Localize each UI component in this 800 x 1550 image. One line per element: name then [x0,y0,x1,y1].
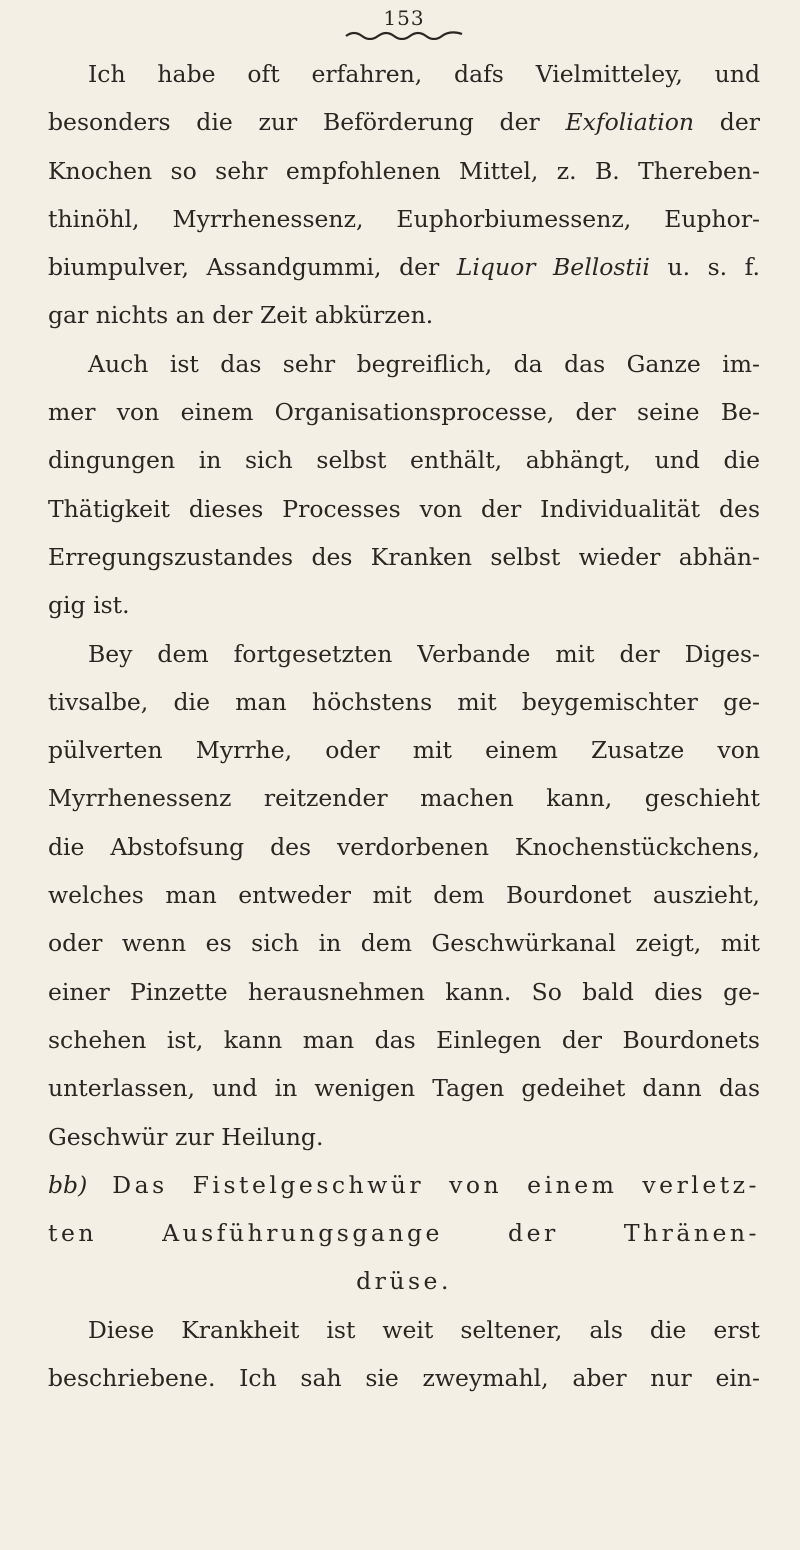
text-line: welches man entweder mit dem Bourdonet auszieht, [48,881,760,910]
text-line: beschriebene. Ich sah sie zweymahl, aber nur ein- [48,1364,760,1393]
text-line: unterlassen, und in wenigen Tagen gedeihet dann das [48,1074,760,1103]
page-header [48,0,760,40]
text-line: Auch ist das sehr begreiflich, da das Ganze im- [88,349,760,378]
italic-term-exfoliation: Exfoliation [565,108,695,137]
text-line: die Abstofsung des verdorbenen Knochenstückchens, [48,832,760,861]
heading-line: drüse. [356,1267,452,1296]
text-line: pülverten Myrrhe, oder mit einem Zusatze von [48,736,760,765]
text-line: schehen ist, kann man das Einlegen der Bourdonets [48,1025,760,1054]
text-line: Knochen so sehr empfohlenen Mittel, z. B. Thereben- [48,156,760,185]
text-line: Bey dem fortgesetzten Verbande mit der Diges- [88,639,760,668]
text-line [48,98,760,146]
heading-line [48,1161,760,1209]
text-line: einer Pinzette herausnehmen kann. So bald dies ge- [48,977,760,1006]
text-line: gig ist. [48,591,130,620]
text-line: Geschwür zur Heilung. [48,1122,324,1151]
heading-line: ten Ausführungsgange der Thränen- [48,1219,760,1248]
text-segment: besonders die zur Beförderung der [48,108,566,137]
paragraph-4 [48,1306,760,1403]
text-segment: u. s. f. [649,253,761,282]
section-label: bb) [48,1170,88,1199]
text-line: mer von einem Organisationsprocesse, der seine Be- [48,398,760,427]
text-line: Erregungszustandes des Kranken selbst wieder abhän- [48,542,760,571]
text-line: Ich habe oft erfahren, dafs Vielmitteley, und [88,60,760,88]
text-line [48,243,760,291]
text-line: Diese Krankheit ist weit seltener, als die erst [88,1315,760,1344]
page-number: 153 [383,6,425,30]
text-segment: biumpulver, Assandgummi, der [48,253,457,282]
body-text [48,50,760,1402]
text-line: Thätigkeit dieses Processes von der Individualität des [48,494,760,523]
heading-text: Das Fistelgeschwür von einem verletz- [87,1170,760,1199]
text-line: gar nichts an der Zeit abkürzen. [48,301,434,330]
text-line: Myrrhenessenz reitzender machen kann, geschieht [48,784,760,813]
text-line: dingungen in sich selbst enthält, abhängt, und die [48,446,760,475]
italic-term-liquor: Liquor Bellostii [456,253,650,282]
paragraph-1 [48,50,760,340]
section-heading [48,1161,760,1306]
paragraph-3 [48,630,760,1161]
text-segment: der [694,108,760,137]
text-line: tivsalbe, die man höchstens mit beygemischter ge- [48,687,760,716]
text-line: thinöhl, Myrrhenessenz, Euphorbiumessenz, Euphor- [48,204,760,233]
paragraph-2 [48,340,760,630]
text-line: oder wenn es sich in dem Geschwürkanal zeigt, mit [48,929,760,958]
